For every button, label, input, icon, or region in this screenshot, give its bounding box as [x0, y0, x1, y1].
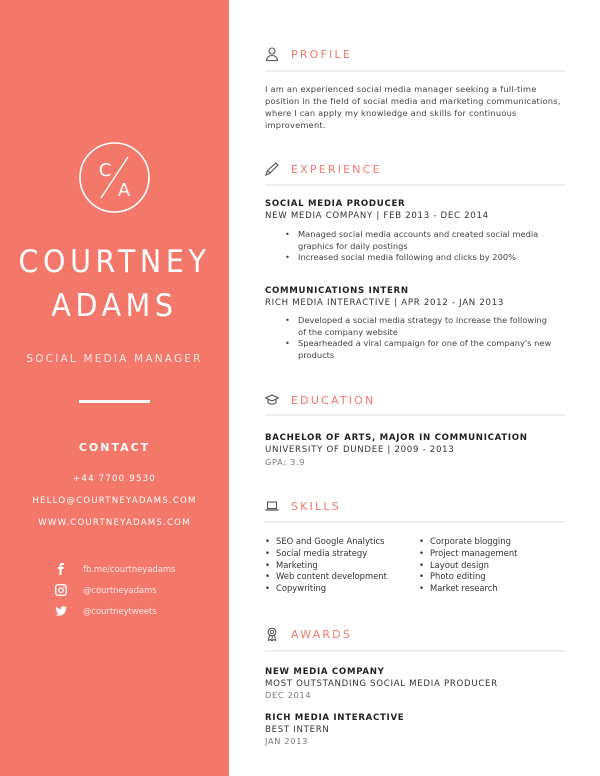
skills-rule: [265, 521, 565, 523]
skills-right-list: [419, 536, 569, 595]
contact-website[interactable]: WWW.COURTNEYADAMS.COM: [38, 518, 191, 528]
education-heading: EDUCATION: [291, 393, 376, 407]
monogram-top-letter: C: [98, 160, 112, 181]
school: UNIVERSITY OF DUNDEE | 2009 - 2013: [265, 445, 455, 455]
list-item: • Managed social media accounts and created social media graphics for daily postings: [285, 229, 555, 252]
education-section-header: [265, 388, 565, 412]
social-instagram[interactable]: [55, 583, 157, 597]
list-item: • Increased social media following and clicks by 200%: [285, 252, 555, 264]
profile-text: I am an experienced social media manager seeking a full-time position in the field of social media and marketing communications, where I can apply my knowledge and skills for continuous improvement.: [265, 84, 561, 130]
experience-section-header: [265, 157, 565, 181]
monogram-bottom-letter: A: [117, 180, 131, 201]
awards-section-header: [265, 622, 565, 646]
social-facebook[interactable]: [55, 562, 175, 576]
skills-section-header: [265, 494, 565, 518]
award-1-date: DEC 2014: [265, 690, 312, 700]
job-title: SOCIAL MEDIA MANAGER: [26, 353, 203, 365]
list-item: • Photo editing: [419, 571, 569, 583]
awards-heading: AWARDS: [291, 627, 353, 641]
list-item: • Spearheaded a viral campaign for one of the company's new products: [285, 338, 555, 361]
instagram-label: @courtneyadams: [83, 585, 157, 595]
pen-icon: [265, 162, 279, 176]
twitter-label: @courtneytweets: [83, 606, 157, 616]
twitter-icon: [55, 605, 67, 617]
contact-email[interactable]: HELLO@COURTNEYADAMS.COM: [32, 496, 197, 506]
list-item: • Web content development: [265, 571, 415, 583]
award-2-title: BEST INTERN: [265, 725, 330, 735]
job-1-title: SOCIAL MEDIA PRODUCER: [265, 199, 406, 209]
award-1-org: NEW MEDIA COMPANY: [265, 667, 385, 677]
education-rule: [265, 414, 565, 416]
contact-heading: CONTACT: [78, 441, 151, 454]
award-1-title: MOST OUTSTANDING SOCIAL MEDIA PRODUCER: [265, 679, 498, 689]
list-item: • Layout design: [419, 560, 569, 572]
job-2-title: COMMUNICATIONS INTERN: [265, 286, 409, 296]
graduation-cap-icon: [265, 393, 279, 407]
facebook-icon: [55, 563, 67, 575]
social-twitter[interactable]: [55, 604, 157, 618]
award-2-date: JAN 2013: [265, 736, 309, 746]
contact-phone: +44 7700 9530: [73, 474, 156, 484]
sidebar-divider: [79, 400, 150, 403]
list-item: • SEO and Google Analytics: [265, 536, 415, 548]
degree: BACHELOR OF ARTS, MAJOR IN COMMUNICATION: [265, 433, 528, 443]
list-item: • Corporate blogging: [419, 536, 569, 548]
job-2-bullets: [285, 315, 555, 361]
instagram-icon: [55, 584, 67, 596]
skills-left-list: [265, 536, 415, 595]
last-name: ADAMS: [51, 288, 178, 324]
award-2-org: RICH MEDIA INTERACTIVE: [265, 713, 405, 723]
job-1-bullets: [285, 229, 555, 264]
list-item: • Market research: [419, 583, 569, 595]
skills-heading: SKILLS: [291, 499, 341, 513]
laptop-icon: [265, 499, 279, 513]
list-item: • Project management: [419, 548, 569, 560]
job-2-company: RICH MEDIA INTERACTIVE | APR 2012 - JAN 2013: [265, 298, 505, 308]
user-icon: [265, 47, 279, 61]
job-1-company: NEW MEDIA COMPANY | FEB 2013 - DEC 2014: [265, 211, 489, 221]
list-item: • Marketing: [265, 560, 415, 572]
list-item: • Social media strategy: [265, 548, 415, 560]
profile-rule: [265, 70, 565, 72]
monogram-logo: [78, 141, 151, 214]
main-content: [229, 0, 600, 776]
experience-heading: EXPERIENCE: [291, 162, 382, 176]
profile-section-header: [265, 42, 565, 66]
gpa: GPA: 3.9: [265, 457, 306, 467]
facebook-label: fb.me/courtneyadams: [83, 564, 176, 574]
award-ribbon-icon: [265, 627, 279, 641]
experience-rule: [265, 184, 565, 186]
list-item: • Developed a social media strategy to increase the following of the company website: [285, 315, 555, 338]
sidebar: [0, 0, 229, 776]
profile-heading: PROFILE: [291, 47, 352, 61]
awards-rule: [265, 650, 565, 652]
first-name: COURTNEY: [18, 244, 211, 280]
list-item: • Copywriting: [265, 583, 415, 595]
